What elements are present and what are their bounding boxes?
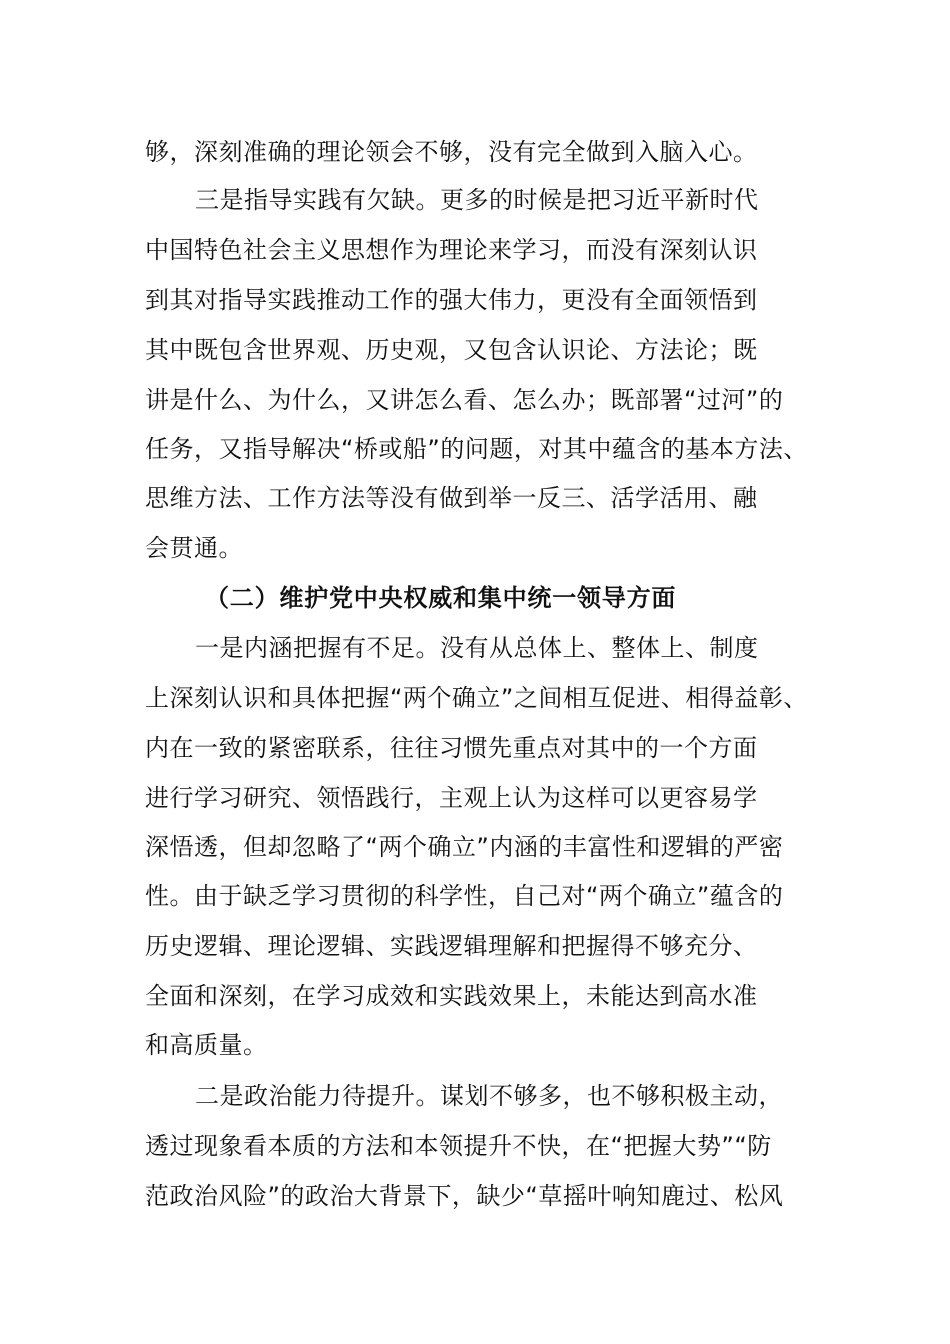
text-line: 到其对指导实践推动工作的强大伟力，更没有全面领悟到 (145, 286, 758, 314)
text-line: 历史逻辑、理论逻辑、实践逻辑理解和把握得不够充分、 (145, 932, 758, 960)
text-line: 思维方法、工作方法等没有做到举一反三、活学活用、融 (145, 484, 758, 512)
text-line: 内在一致的紧密联系，往往习惯先重点对其中的一个方面 (145, 734, 758, 762)
text-line: 讲是什么、为什么，又讲怎么看、怎么办；既部署“过河”的 (145, 386, 784, 414)
section-heading: （二）维护党中央权威和集中统一领导方面 (205, 584, 677, 612)
text-line: 中国特色社会主义思想作为理论来学习，而没有深刻认识 (145, 236, 758, 264)
text-line: 会贯通。 (145, 534, 243, 562)
text-line: 和高质量。 (145, 1031, 268, 1059)
text-line: 透过现象看本质的方法和本领提升不快，在“把握大势”“防 (145, 1132, 772, 1160)
text-line: 上深刻认识和具体把握“两个确立”之间相互促进、相得益彰、 (145, 684, 808, 712)
text-line: 进行学习研究、领悟践行，主观上认为这样可以更容易学 (145, 784, 758, 812)
text-line: 其中既包含世界观、历史观，又包含认识论、方法论；既 (145, 336, 758, 364)
text-line: 范政治风险”的政治大背景下，缺少“草摇叶响知鹿过、松风 (145, 1182, 784, 1210)
paragraph-start-line: 二是政治能力待提升。谋划不够多，也不够积极主动， (195, 1082, 783, 1110)
text-line: 深悟透，但却忽略了“两个确立”内涵的丰富性和逻辑的严密 (145, 833, 784, 861)
text-line: 任务，又指导解决“桥或船”的问题，对其中蕴含的基本方法、 (145, 435, 808, 463)
text-line: 性。由于缺乏学习贯彻的科学性，自己对“两个确立”蕴含的 (145, 882, 784, 910)
text-line: 全面和深刻，在学习成效和实践效果上，未能达到高水准 (145, 982, 758, 1010)
paragraph-start-line: 三是指导实践有欠缺。更多的时候是把习近平新时代 (195, 186, 759, 214)
paragraph-start-line: 一是内涵把握有不足。没有从总体上、整体上、制度 (195, 634, 759, 662)
text-line: 够，深刻准确的理论领会不够，没有完全做到入脑入心。 (145, 138, 758, 166)
